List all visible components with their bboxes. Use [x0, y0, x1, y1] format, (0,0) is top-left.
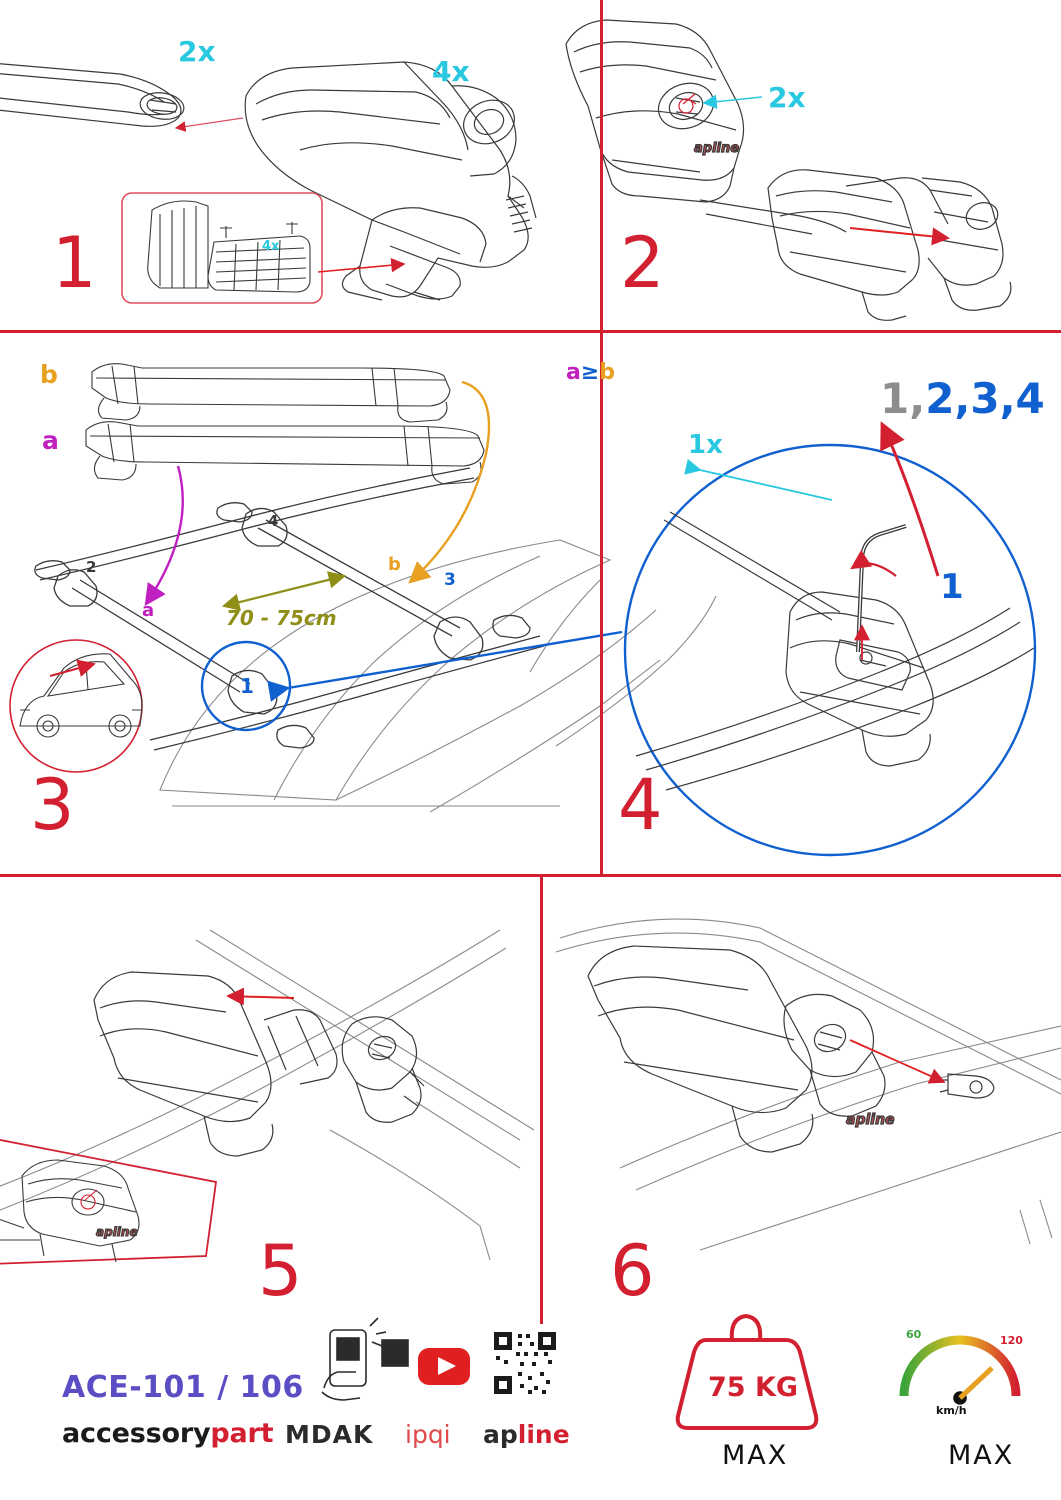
step-number-6: 6	[610, 1230, 656, 1312]
qty-label-2x-bar: 2x	[178, 35, 216, 68]
divider-row-2	[0, 874, 1061, 877]
svg-text:apline: apline	[846, 1112, 895, 1128]
divider-row-1	[0, 330, 1061, 333]
position-label-4: 4	[268, 512, 279, 530]
speed-min-label: 60	[906, 1328, 922, 1341]
position-label-2: 2	[86, 558, 97, 576]
svg-text:4x: 4x	[262, 239, 280, 254]
divider-col-top	[600, 0, 603, 330]
roof-label-b: b	[388, 554, 401, 575]
turn-count-label: 1x	[688, 430, 723, 460]
max-load-value: 75 KG	[708, 1372, 799, 1403]
step-number-4: 4	[618, 764, 664, 846]
max-speed-caption: MAX	[948, 1440, 1015, 1471]
step-number-1: 1	[52, 222, 98, 304]
divider-col-bottom	[540, 874, 543, 1324]
divider-col-mid	[600, 330, 603, 874]
speed-unit-label: km/h	[936, 1404, 967, 1417]
roof-label-a: a	[142, 600, 155, 621]
qty-label-2x-lock: 2x	[768, 81, 806, 114]
step-number-5: 5	[258, 1230, 304, 1312]
svg-text:apline: apline	[694, 141, 740, 156]
bar-label-a: a	[42, 426, 59, 455]
svg-text:apline: apline	[96, 1225, 138, 1239]
apline-ap: ap	[483, 1420, 518, 1449]
compare-operator: ≥	[580, 360, 600, 385]
step-number-3: 3	[30, 764, 76, 846]
qty-label-4x-foot: 4x	[432, 55, 470, 88]
brand-apline	[483, 1420, 570, 1449]
product-model: ACE-101 / 106	[62, 1370, 304, 1405]
brand-part: part	[210, 1418, 274, 1449]
speed-max-label: 120	[1000, 1334, 1023, 1347]
distance-label: 70 - 75cm	[226, 606, 337, 630]
step-number-2: 2	[620, 222, 666, 304]
tighten-sequence-label	[880, 374, 1045, 423]
sequence-first: 1,	[880, 374, 926, 423]
compare-b: b	[599, 360, 616, 385]
brand-accessorypart	[62, 1418, 273, 1449]
sequence-rest: 2,3,4	[925, 374, 1045, 423]
partner-mdak: MDAK	[285, 1420, 374, 1449]
torque-order-label: 1	[940, 567, 964, 607]
position-label-3: 3	[444, 570, 456, 590]
brand-accessory: accessory	[62, 1418, 211, 1449]
compare-a: a	[566, 360, 581, 385]
apline-line: line	[517, 1420, 570, 1449]
position-label-1: 1	[240, 674, 254, 698]
partner-ipqi: ipqi	[405, 1420, 451, 1449]
compare-label-a-ge-b	[566, 362, 615, 384]
bar-label-b: b	[40, 360, 58, 389]
max-load-caption: MAX	[722, 1440, 789, 1471]
